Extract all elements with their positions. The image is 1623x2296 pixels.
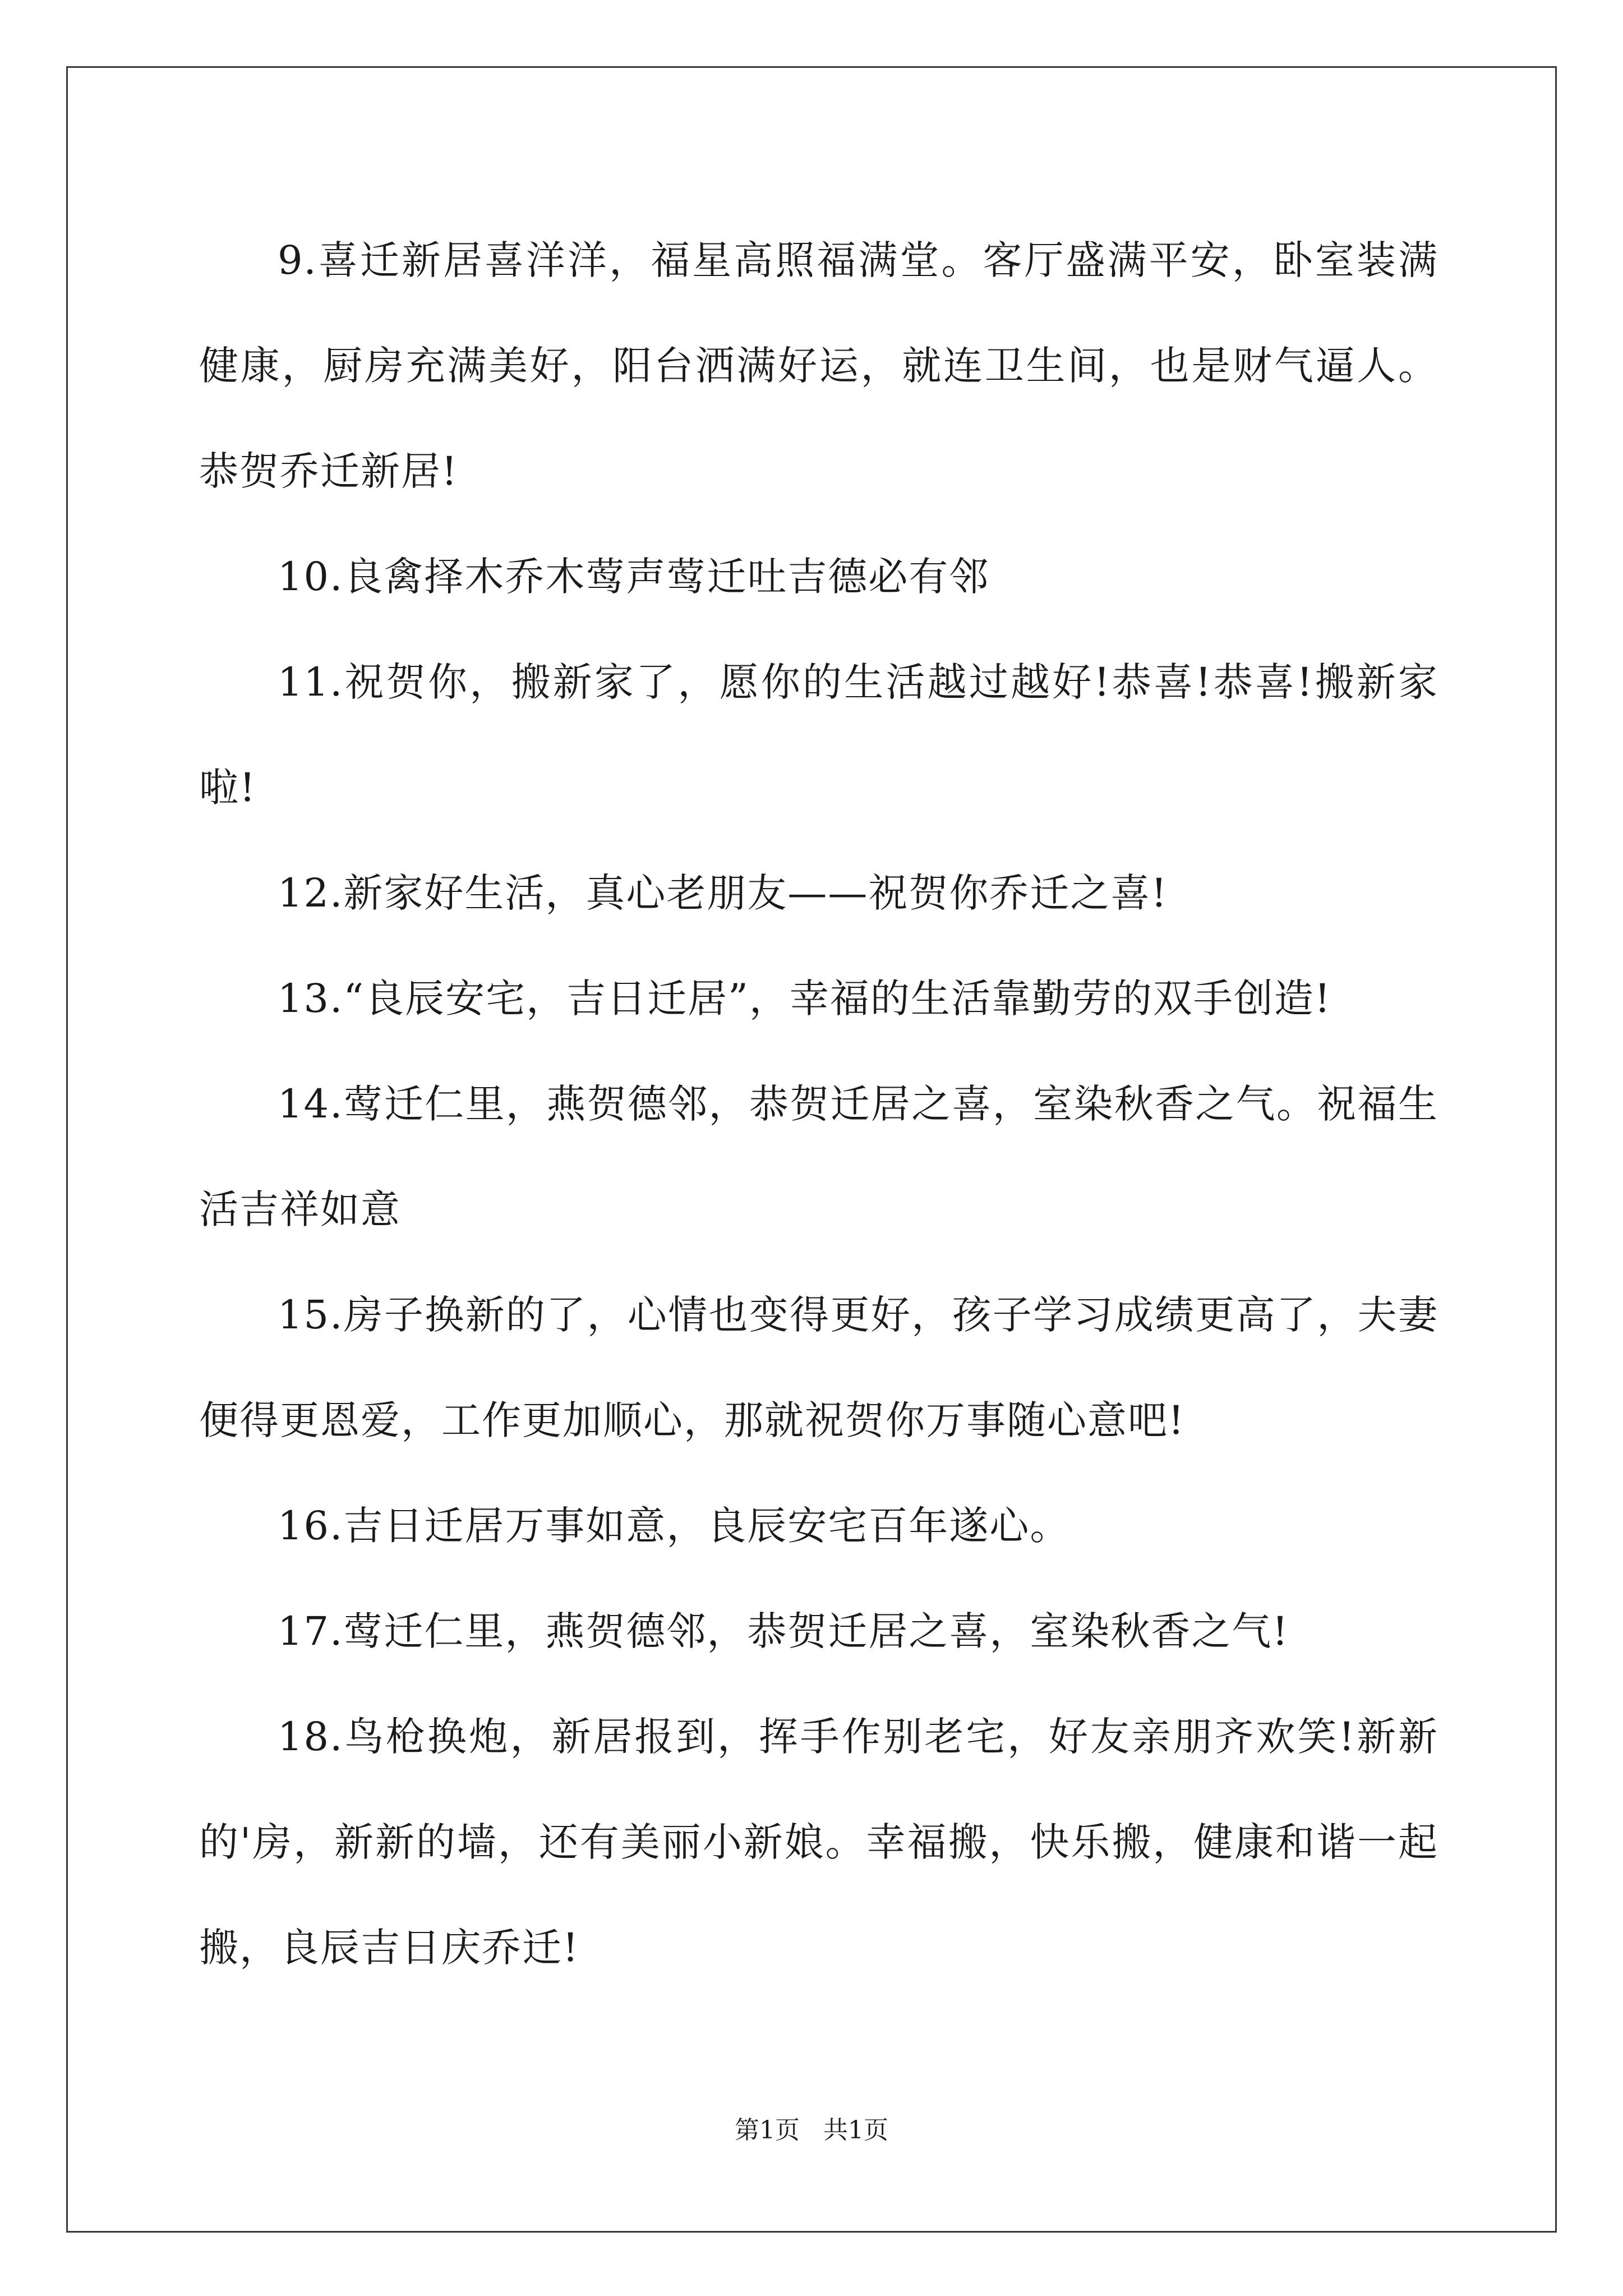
paragraph-12: 12.新家好生活，真心老朋友——祝贺你乔迁之喜!: [278, 870, 1168, 916]
paragraph-16: 16.吉日迁居万事如意，良辰安宅百年遂心。: [278, 1503, 1071, 1549]
paragraph-10: 10.良禽择木乔木莺声莺迁吐吉德必有邻: [278, 554, 990, 600]
page-number: 第1页: [735, 2116, 800, 2145]
paragraph-18: 18.鸟枪换炮，新居报到，挥手作别老宅，好友亲朋齐欢笑!新新的'房，新新的墙，还有美丽小新娘。幸福搬，快乐搬，健康和谐一起搬，良辰吉日庆乔迁!: [199, 1714, 1438, 1971]
paragraph-11: 11.祝贺你，搬新家了，愿你的生活越过越好!恭喜!恭喜!搬新家啦!: [199, 659, 1438, 811]
paragraph-9: 9.喜迁新居喜洋洋，福星高照福满堂。客厅盛满平安，卧室装满健康，厨房充满美好，阳台洒满好运，就连卫生间，也是财气逼人。恭贺乔迁新居!: [199, 237, 1438, 494]
paragraph-17: 17.莺迁仁里，燕贺德邻，恭贺迁居之喜，室染秋香之气!: [278, 1608, 1289, 1654]
page-total: 共1页: [823, 2116, 888, 2145]
page-footer: [0, 2114, 1623, 2147]
paragraph-14: 14.莺迁仁里，燕贺德邻，恭贺迁居之喜，室染秋香之气。祝福生活吉祥如意: [199, 1081, 1438, 1232]
paragraph-13: 13.“良辰安宅，吉日迁居”，幸福的生活靠勤劳的双手创造!: [278, 976, 1332, 1022]
paragraph-15: 15.房子换新的了，心情也变得更好，孩子学习成绩更高了，夫妻便得更恩爱，工作更加顺心，那就祝贺你万事随心意吧!: [199, 1292, 1438, 1443]
document-body: [199, 208, 1438, 2000]
